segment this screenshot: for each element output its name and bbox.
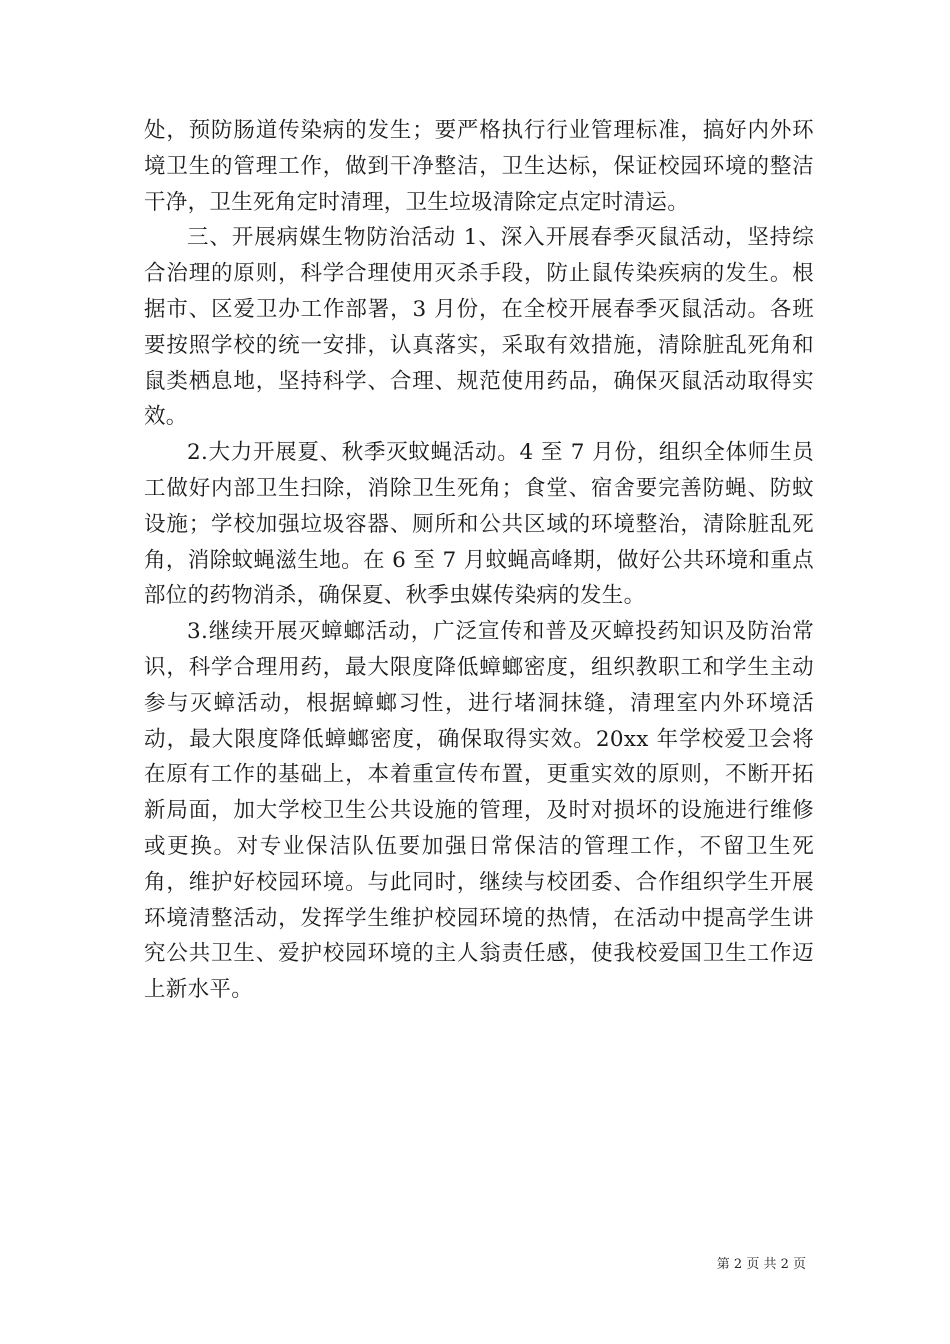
paragraph-2: 三、开展病媒生物防治活动 1、深入开展春季灭鼠活动，坚持综合治理的原则，科学合理使用灭杀手段，防止鼠传染疾病的发生。根据市、区爱卫办工作部署，3 月份，在全校开展春季灭鼠活动。各班要按照学校的统一安排，认真落实，采取有效措施，清除脏乱死角和鼠类栖息地，坚持科学、合理、规范使用药品，确保灭鼠活动取得实效。	[144, 225, 814, 430]
document-body	[144, 113, 814, 1008]
paragraph-1: 处，预防肠道传染病的发生；要严格执行行业管理标准，搞好内外环境卫生的管理工作，做到干净整洁，卫生达标，保证校园环境的整洁干净，卫生死角定时清理，卫生垃圾清除定点定时清运。	[144, 118, 814, 215]
page-number-footer: 第 2 页 共 2 页	[716, 1257, 806, 1272]
paragraph-4: 3.继续开展灭蟑螂活动，广泛宣传和普及灭蟑投药知识及防治常识，科学合理用药，最大限度降低蟑螂密度，组织教职工和学生主动参与灭蟑活动，根据蟑螂习性，进行堵洞抹缝，清理室内外环境活动，最大限度降低蟑螂密度，确保取得实效。20xx 年学校爱卫会将在原有工作的基础上，本着重宣传布置，更重实效的原则，不断开拓新局面，加大学校卫生公共设施的管理，及时对损坏的设施进行维修或更换。对专业保洁队伍要加强日常保洁的管理工作，不留卫生死角，维护好校园环境。与此同时，继续与校团委、合作组织学生开展环境清整活动，发挥学生维护校园环境的热情，在活动中提高学生讲究公共卫生、爱护校园环境的主人翁责任感，使我校爱国卫生工作迈上新水平。	[144, 619, 814, 1003]
paragraph-3: 2.大力开展夏、秋季灭蚊蝇活动。4 至 7 月份，组织全体师生员工做好内部卫生扫除，消除卫生死角；食堂、宿舍要完善防蝇、防蚊设施；学校加强垃圾容器、厕所和公共区域的环境整治，清除脏乱死角，消除蚊蝇滋生地。在 6 至 7 月蚊蝇高峰期，做好公共环境和重点部位的药物消杀，确保夏、秋季虫媒传染病的发生。	[144, 440, 814, 609]
